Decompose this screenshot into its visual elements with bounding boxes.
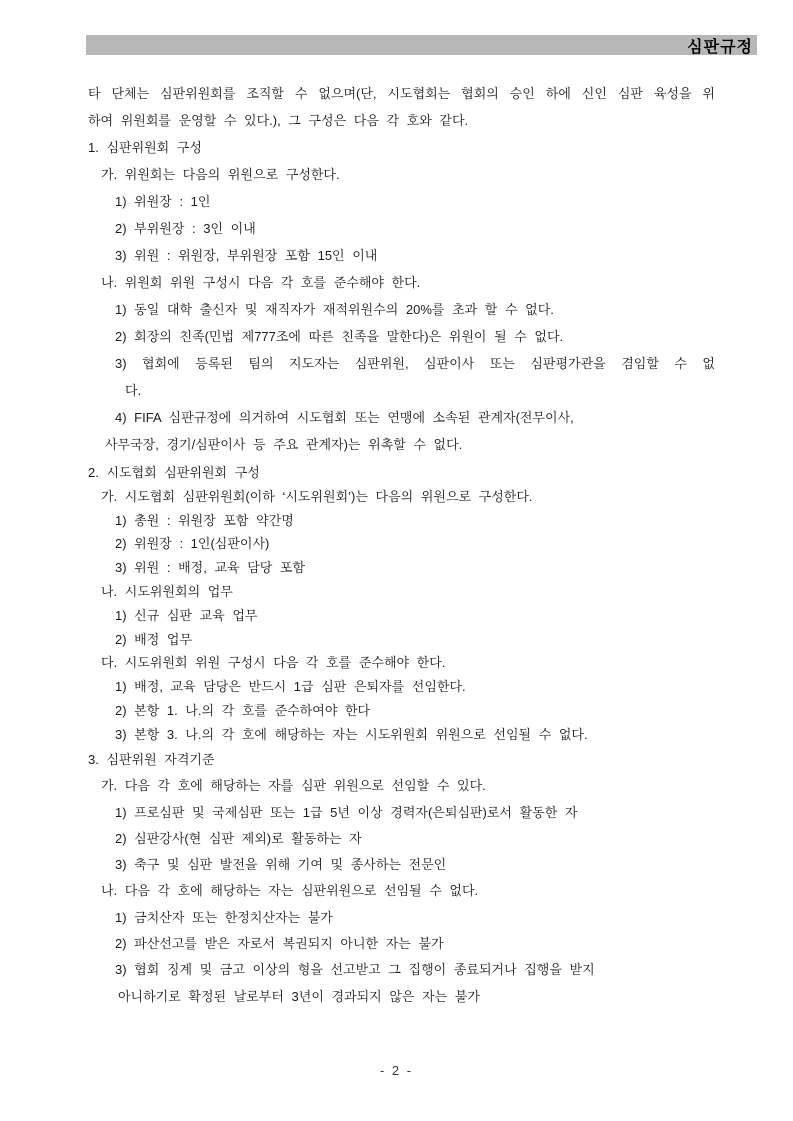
doc-line: 1) 총원 : 위원장 포함 약간명 <box>115 512 294 528</box>
doc-line: 2) 회장의 친족(민법 제777조에 따른 친족을 말한다)은 위원이 될 수 없다. <box>115 329 564 344</box>
doc-line: 1) 신규 심판 교육 업무 <box>115 607 258 623</box>
doc-line: 3) 본항 3. 나.의 각 호에 해당하는 자는 시도위원회 위원으로 선임될 수 없다. <box>115 726 588 742</box>
doc-line: 나. 위원회 위원 구성시 다음 각 호를 준수해야 한다. <box>101 275 421 290</box>
doc-line: 2. 시도협회 심판위원회 구성 <box>88 465 260 480</box>
doc-line: 다. <box>125 383 142 398</box>
doc-line: 1) 위원장 : 1인 <box>115 194 211 209</box>
page-number: - 2 - <box>379 1063 414 1078</box>
doc-line: 아니하기로 확정된 날로부터 3년이 경과되지 않은 자는 불가 <box>118 988 480 1004</box>
page-title: 심판규정 <box>687 38 753 56</box>
doc-line: 3) 축구 및 심판 발전을 위해 기여 및 종사하는 전문인 <box>115 857 447 873</box>
doc-line: 3) 협회 징계 및 금고 이상의 형을 선고받고 그 집행이 종료되거나 집행을 받지 <box>115 962 595 978</box>
text-block-intro-and-section-1 <box>88 80 715 458</box>
doc-line: 가. 위원회는 다음의 위원으로 구성한다. <box>101 167 340 182</box>
doc-line: 3) 위원 : 위원장, 부위원장 포함 15인 이내 <box>115 248 378 263</box>
doc-line: 1. 심판위원회 구성 <box>88 140 202 155</box>
doc-line: 2) 본항 1. 나.의 각 호를 준수하여야 한다 <box>115 702 371 718</box>
header-bar <box>86 35 757 55</box>
doc-line: 타 단체는 심판위원회를 조직할 수 없으며(단, 시도협회는 협회의 승인 하에 신인 심판 육성을 위 <box>88 86 715 101</box>
doc-line: 3. 심판위원 자격기준 <box>88 752 215 767</box>
text-block-section-3 <box>88 747 715 1010</box>
doc-line: 2) 부위원장 : 3인 이내 <box>115 221 256 236</box>
doc-line: 1) 배정, 교육 담당은 반드시 1급 심판 은퇴자를 선임한다. <box>115 679 466 695</box>
doc-line: 다. 시도위원회 위원 구성시 다음 각 호를 준수해야 한다. <box>101 655 446 671</box>
doc-line: 1) 프로심판 및 국제심판 또는 1급 5년 이상 경력자(은퇴심판)로서 활동한 자 <box>115 804 578 820</box>
doc-line: 가. 다음 각 호에 해당하는 자를 심판 위원으로 선임할 수 있다. <box>101 778 486 794</box>
doc-line: 가. 시도협회 심판위원회(이하 ‘시도위원회’)는 다음의 위원으로 구성한다. <box>101 488 533 504</box>
doc-line: 2) 파산선고를 받은 자로서 복권되지 아니한 자는 불가 <box>115 936 444 952</box>
doc-line: 하여 위원회를 운영할 수 있다.), 그 구성은 다음 각 호와 같다. <box>88 113 469 128</box>
doc-line: 3) 협회에 등록된 팀의 지도자는 심판위원, 심판이사 또는 심판평가관을 겸임할 수 없 <box>115 356 715 371</box>
doc-line: 1) 금치산자 또는 한정치산자는 불가 <box>115 909 333 925</box>
doc-line: 2) 위원장 : 1인(심판이사) <box>115 536 270 552</box>
doc-line: 나. 시도위원회의 업무 <box>101 583 233 599</box>
doc-line: 나. 다음 각 호에 해당하는 자는 심판위원으로 선임될 수 없다. <box>101 883 479 899</box>
doc-line: 사무국장, 경기/심판이사 등 주요 관계자)는 위촉할 수 없다. <box>105 437 463 452</box>
doc-line: 4) FIFA 심판규정에 의거하여 시도협회 또는 연맹에 소속된 관계자(전무이사, <box>115 410 574 425</box>
doc-line: 2) 배정 업무 <box>115 631 193 647</box>
doc-line: 1) 동일 대학 출신자 및 재직자가 재적위원수의 20%를 초과 할 수 없다. <box>115 302 554 317</box>
doc-line: 2) 심판강사(현 심판 제외)로 활동하는 자 <box>115 830 362 846</box>
doc-line: 3) 위원 : 배정, 교육 담당 포함 <box>115 560 306 576</box>
text-block-section-2 <box>88 461 715 747</box>
